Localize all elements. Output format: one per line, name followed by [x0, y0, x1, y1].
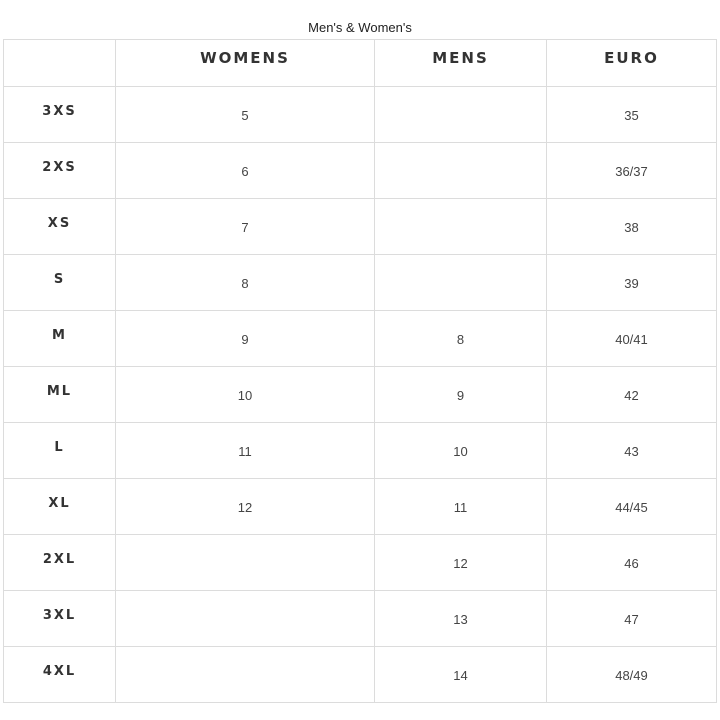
size-cell: XL	[4, 479, 116, 535]
womens-cell: 9	[116, 311, 375, 367]
size-cell: 3XS	[4, 87, 116, 143]
table-header	[4, 40, 717, 87]
womens-cell: 12	[116, 479, 375, 535]
size-cell: M	[4, 311, 116, 367]
womens-cell	[116, 591, 375, 647]
table-row	[4, 591, 717, 647]
size-cell: 3XL	[4, 591, 116, 647]
euro-cell: 40/41	[547, 311, 717, 367]
size-cell: 2XS	[4, 143, 116, 199]
mens-cell	[375, 87, 547, 143]
size-chart-table	[3, 39, 717, 703]
mens-cell: 10	[375, 423, 547, 479]
table-row	[4, 311, 717, 367]
size-cell: 4XL	[4, 647, 116, 703]
mens-cell	[375, 199, 547, 255]
table-row	[4, 87, 717, 143]
euro-cell: 44/45	[547, 479, 717, 535]
euro-cell: 48/49	[547, 647, 717, 703]
header-mens: MENS	[375, 40, 547, 87]
euro-cell: 42	[547, 367, 717, 423]
table-row	[4, 143, 717, 199]
womens-cell	[116, 647, 375, 703]
euro-cell: 35	[547, 87, 717, 143]
womens-cell: 8	[116, 255, 375, 311]
size-cell: S	[4, 255, 116, 311]
womens-cell: 6	[116, 143, 375, 199]
mens-cell	[375, 255, 547, 311]
size-cell: 2XL	[4, 535, 116, 591]
header-womens: WOMENS	[116, 40, 375, 87]
table-row	[4, 367, 717, 423]
table-row	[4, 647, 717, 703]
womens-cell	[116, 535, 375, 591]
table-body	[4, 87, 717, 703]
mens-cell: 9	[375, 367, 547, 423]
euro-cell: 36/37	[547, 143, 717, 199]
womens-cell: 10	[116, 367, 375, 423]
table-row	[4, 535, 717, 591]
table-row	[4, 423, 717, 479]
mens-cell: 11	[375, 479, 547, 535]
size-cell: L	[4, 423, 116, 479]
euro-cell: 39	[547, 255, 717, 311]
mens-cell: 13	[375, 591, 547, 647]
table-row	[4, 199, 717, 255]
table-row	[4, 255, 717, 311]
size-cell: XS	[4, 199, 116, 255]
header-size-column	[4, 40, 116, 87]
header-row	[4, 40, 717, 87]
womens-cell: 11	[116, 423, 375, 479]
mens-cell: 14	[375, 647, 547, 703]
womens-cell: 5	[116, 87, 375, 143]
size-cell: ML	[4, 367, 116, 423]
table-row	[4, 479, 717, 535]
mens-cell	[375, 143, 547, 199]
womens-cell: 7	[116, 199, 375, 255]
mens-cell: 12	[375, 535, 547, 591]
mens-cell: 8	[375, 311, 547, 367]
euro-cell: 43	[547, 423, 717, 479]
header-euro: EURO	[547, 40, 717, 87]
table-caption: Men's & Women's	[308, 20, 412, 35]
euro-cell: 47	[547, 591, 717, 647]
euro-cell: 46	[547, 535, 717, 591]
euro-cell: 38	[547, 199, 717, 255]
